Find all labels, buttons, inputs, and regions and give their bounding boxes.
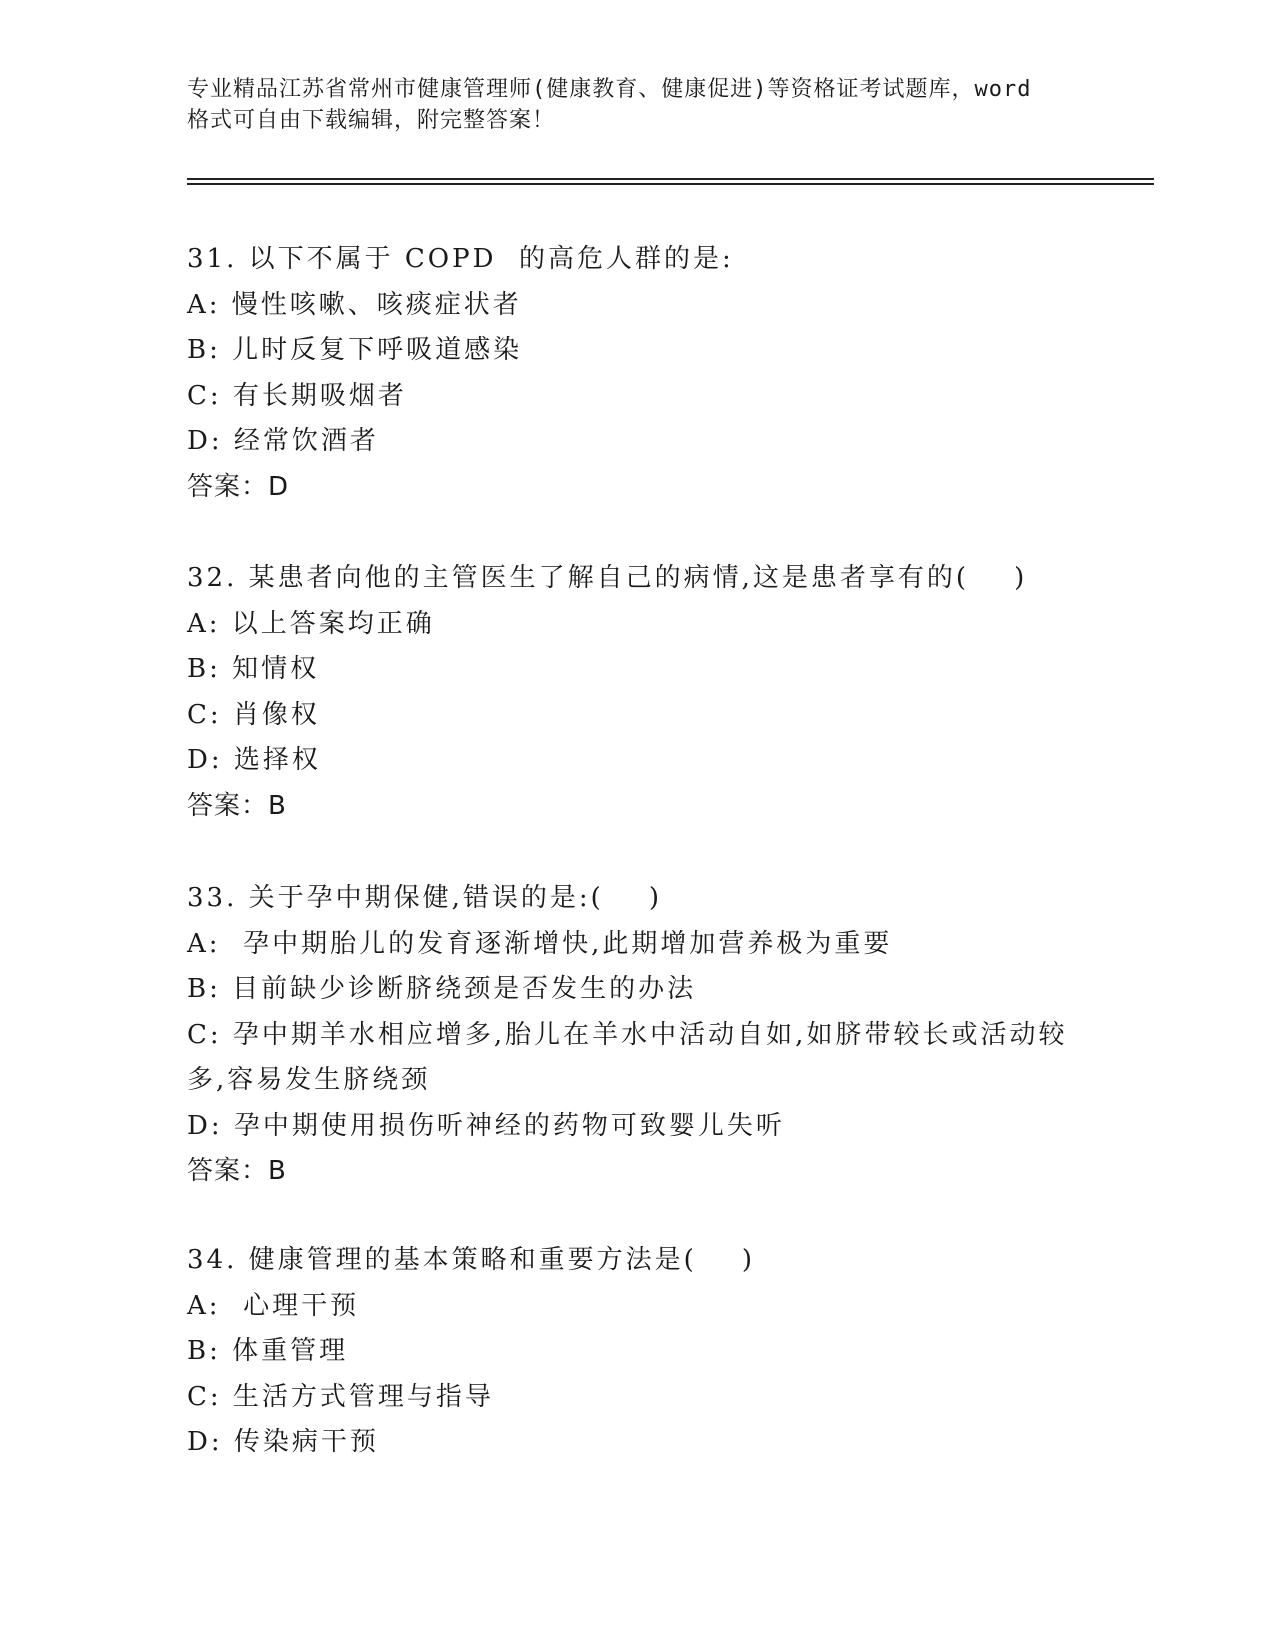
option-b: B: 目前缺少诊断脐绕颈是否发生的办法 bbox=[187, 974, 697, 1004]
option-c: C: 肖像权 bbox=[187, 699, 320, 730]
header-divider-top bbox=[187, 178, 1154, 180]
document-header bbox=[187, 74, 1087, 136]
header-line-2: 格式可自由下载编辑，附完整答案！ bbox=[187, 108, 556, 133]
option-a: A: 慢性咳嗽、咳痰症状者 bbox=[187, 289, 522, 320]
answer: 答案：D bbox=[187, 471, 290, 502]
header-line-1: 专业精品江苏省常州市健康管理师(健康教育、健康促进)等资格证考试题库，word bbox=[187, 77, 1032, 102]
question-31 bbox=[187, 237, 1107, 510]
question-34 bbox=[187, 1238, 1107, 1466]
option-d: D: 经常饮酒者 bbox=[187, 426, 379, 456]
question-32 bbox=[187, 556, 1107, 829]
option-d: D: 孕中期使用损伤听神经的药物可致婴儿失听 bbox=[187, 1110, 785, 1141]
option-c: C: 生活方式管理与指导 bbox=[187, 1381, 494, 1412]
option-b: B: 儿时反复下呼吸道感染 bbox=[187, 335, 523, 365]
option-a: A: 心理干预 bbox=[187, 1290, 360, 1321]
question-stem: 32. 某患者向他的主管医生了解自己的病情,这是患者享有的( ) bbox=[187, 563, 1028, 593]
option-b: B: 体重管理 bbox=[187, 1336, 349, 1366]
option-c-continued: 多,容易发生脐绕颈 bbox=[187, 1065, 431, 1095]
option-a: A: 以上答案均正确 bbox=[187, 608, 435, 639]
header-divider-bottom bbox=[187, 183, 1154, 185]
option-d: D: 传染病干预 bbox=[187, 1427, 379, 1457]
question-33 bbox=[187, 876, 1107, 1195]
answer: 答案：B bbox=[187, 1156, 287, 1186]
option-c: C: 有长期吸烟者 bbox=[187, 380, 407, 411]
answer: 答案：B bbox=[187, 790, 287, 821]
option-a: A: 孕中期胎儿的发育逐渐增快,此期增加营养极为重要 bbox=[187, 928, 893, 959]
option-b: B: 知情权 bbox=[187, 654, 320, 684]
question-stem: 34. 健康管理的基本策略和重要方法是( ) bbox=[187, 1245, 755, 1275]
question-stem: 31. 以下不属于 COPD 的高危人群的是: bbox=[187, 244, 734, 274]
option-d: D: 选择权 bbox=[187, 745, 321, 775]
option-c: C: 孕中期羊水相应增多,胎儿在羊水中活动自如,如脐带较长或活动较 bbox=[187, 1019, 1068, 1050]
question-stem: 33. 关于孕中期保健,错误的是:( ) bbox=[187, 883, 662, 913]
